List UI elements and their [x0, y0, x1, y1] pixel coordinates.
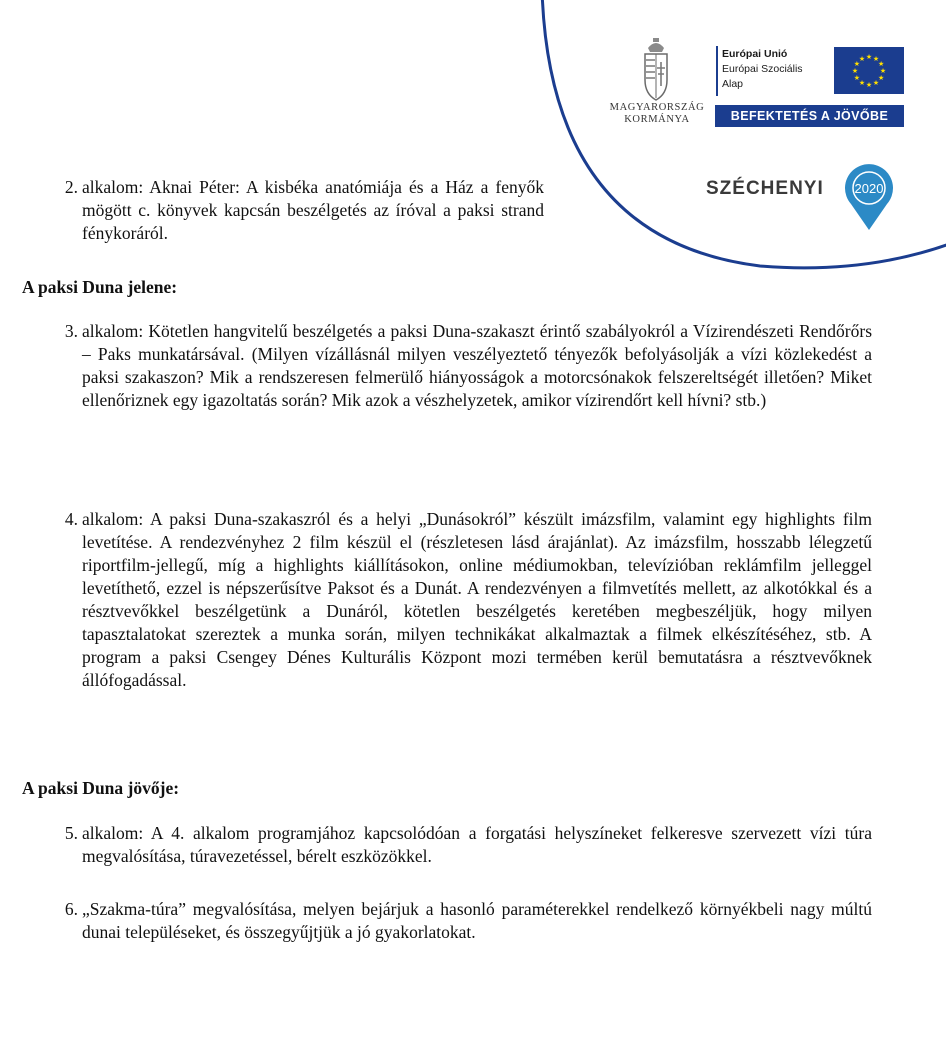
government-name: [606, 102, 708, 126]
list-text: alkalom: Kötetlen hangvitelű beszélgetés a paksi Duna-szakaszt érintő szabályokról a Vízirendészeti Rendőrőrs – Paks munkatársával. (Milyen vízállásnál milyen veszélyeztető tényezők befolyásolják a vízi közlekedést a paksi szakaszon? Mik a rendszeresen felmerülő hiányosságok a motorcsónakok felszereltségét illetően? Miket ellenőriznek egy igazoltatás során? Mik azok a vészhelyzetek, amikor vízirendőrt kell hívni? stb.): [82, 321, 872, 410]
list-number: 3.: [64, 321, 78, 341]
list-text: alkalom: A 4. alkalom programjához kapcsolódóan a forgatási helyszíneket felkeresve szervezett vízi túra megvalósítása, túravezetéssel, bérelt eszközökkel.: [82, 823, 872, 866]
eu-star-icon: ★: [851, 67, 859, 75]
eu-divider: [716, 46, 718, 96]
gov-name-line-1: MAGYARORSZÁG: [609, 102, 705, 113]
list-number: 6.: [64, 899, 78, 919]
hungarian-coat-of-arms-icon: [638, 36, 674, 102]
list-number: 4.: [64, 509, 78, 529]
list-text: alkalom: Aknai Péter: A kisbéka anatómiája és a Ház a fenyők mögött c. könyvek kapcsán beszélgetés az íróval a paksi strand fénykoráról.: [82, 177, 544, 243]
eu-star-icon: ★: [877, 60, 885, 68]
eu-star-icon: ★: [872, 54, 880, 63]
list-number: 2.: [64, 177, 78, 197]
eu-line-1: Európai Unió: [722, 48, 788, 60]
section-heading-present: A paksi Duna jelene:: [22, 277, 178, 297]
location-pin-icon: [843, 164, 895, 232]
header-badge: [530, 0, 946, 290]
section-heading-future: A paksi Duna jövője:: [22, 778, 180, 798]
eu-star-icon: ★: [872, 79, 880, 88]
eu-star-icon: ★: [865, 81, 873, 89]
invest-slogan: BEFEKTETÉS A JÖVŐBE: [715, 105, 904, 127]
list-text: alkalom: A paksi Duna-szakaszról és a helyi „Dunásokról” készült imázsfilm, valamint egy highlights film levetítése. A rendezvényhez 2 film készül el (részletesen lásd árajánlat). Az imázsfilm, hosszabb lélegzetű riportfilm-jellegű, míg a highlights kiállításokon, online médiumokban, televízióban reklámfilm jelleggel levetíthető, ezzel is népszerűsítve Paksot és a Dunát. A rendezvényen a filmvetítés mellett, az alkotókkal és a résztvevőkkel beszélgetünk a Dunáról, kötetlen beszélgetés keretében megbeszéljük, hogy milyen tapasztalatokat szereztek a munka során, milyen technikákat alkalmaztak a filmek elkészítéséhez, stb. A program a paksi Csengey Dénes Kulturális Központ mozi termében kerül bemutatásra a résztvevőknek állófogadással.: [82, 509, 872, 690]
eu-line-3: Alap: [722, 78, 744, 90]
eu-flag-icon: [834, 47, 904, 94]
eu-star-icon: ★: [879, 67, 887, 75]
eu-star-icon: ★: [858, 79, 866, 88]
eu-star-icon: ★: [853, 60, 861, 68]
eu-star-icon: ★: [865, 53, 873, 61]
eu-line-2: Európai Szociális: [722, 63, 803, 75]
eu-star-icon: ★: [858, 54, 866, 63]
eu-star-icon: ★: [877, 74, 885, 82]
szechenyi-label: SZÉCHENYI: [706, 178, 824, 199]
eu-fund-label: [722, 47, 803, 92]
list-text: „Szakma-túra” megvalósítása, melyen bejárjuk a hasonló paraméterekkel rendelkező környékbeli nagy múltú dunai településeket, és összegyűjtjük a jó gyakorlatokat.: [82, 899, 872, 942]
gov-name-line-2: KORMÁNYA: [624, 114, 690, 125]
badge-arc: [530, 0, 946, 290]
eu-star-icon: ★: [853, 74, 861, 82]
szechenyi-year: 2020: [854, 181, 884, 196]
list-number: 5.: [64, 823, 78, 843]
